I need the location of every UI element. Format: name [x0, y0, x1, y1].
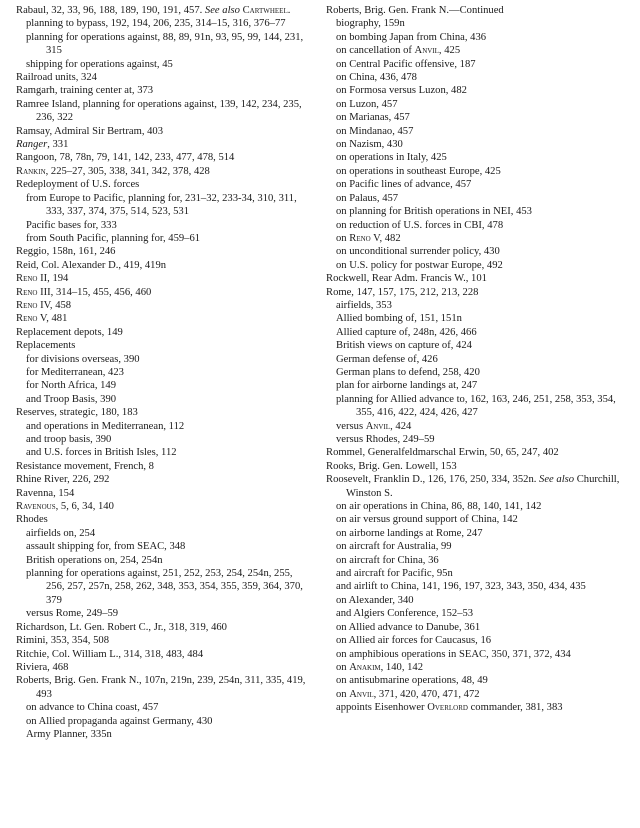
entry-text: Ritchie, Col. William L., 314, 318, 483, 484: [16, 648, 204, 660]
entry-text: planning to bypass, 192, 194, 206, 235, 314–15, 316, 376–77: [26, 18, 286, 30]
entry-text: planning for operations against, 251, 252, 253, 254, 254n, 255, 256, 257, 257n, 258, 262, 348, 353, 354, 355, 359, 364, 370, 379: [26, 568, 303, 606]
index-entry: [16, 84, 312, 97]
code-name-term: Ravenous: [16, 501, 56, 513]
index-subentry: [326, 44, 630, 57]
entry-text: .: [287, 5, 291, 16]
code-name-term: Reno: [349, 232, 371, 244]
index-subentry: [326, 17, 630, 30]
entry-text: Reggio, 158n, 161, 246: [16, 246, 116, 258]
entry-text: for Mediterranean, 423: [26, 366, 124, 378]
entry-text: and airlift to China, 141, 196, 197, 323, 343, 350, 434, 435: [336, 581, 586, 593]
entry-text: versus: [336, 420, 366, 432]
entry-text: on air operations in China, 86, 88, 140, 141, 142: [336, 501, 542, 513]
index-column-right: [326, 4, 630, 715]
entry-text: V, 481: [37, 313, 68, 325]
index-subentry: [326, 420, 630, 433]
index-subentry: [16, 728, 312, 741]
entry-text: Reserves, strategic, 180, 183: [16, 407, 138, 419]
entry-text: and troop basis, 390: [26, 434, 112, 445]
entry-text: biography, 159n: [336, 18, 405, 30]
code-name-term: Rankin: [16, 165, 46, 177]
index-subentry: [16, 393, 312, 406]
entry-text: on Luzon, 457: [336, 98, 398, 110]
index-subentry: [326, 339, 630, 352]
index-subentry: [326, 379, 630, 392]
index-entry: [16, 500, 312, 513]
italic-term: See also: [539, 474, 575, 486]
entry-text: and Algiers Conference, 152–53: [336, 608, 474, 620]
index-subentry: [16, 58, 312, 71]
entry-text: Riviera, 468: [16, 661, 69, 673]
index-entry: [16, 299, 312, 312]
index-entry: [16, 259, 312, 272]
entry-text: Richardson, Lt. Gen. Robert C., Jr., 318, 319, 460: [16, 621, 227, 633]
index-entry: [326, 272, 630, 285]
entry-text: Pacific bases for, 333: [26, 219, 117, 231]
code-name-term: Reno: [16, 313, 38, 325]
entry-text: Army Planner, 335n: [26, 728, 112, 740]
index-subentry: [326, 500, 630, 513]
index-subentry: [16, 31, 312, 58]
entry-text: planning for operations against, 88, 89, 91n, 93, 95, 99, 144, 231, 315: [26, 31, 304, 57]
entry-text: Replacements: [16, 340, 76, 352]
entry-text: Rhine River, 226, 292: [16, 474, 110, 486]
entry-text: on antisubmarine operations, 48, 49: [336, 675, 488, 687]
entry-text: on Alexander, 340: [336, 594, 414, 606]
entry-text: III, 314–15, 455, 456, 460: [37, 286, 152, 298]
entry-text: on Pacific lines of advance, 457: [336, 179, 472, 191]
index-entry: [16, 473, 312, 486]
entry-text: on reduction of U.S. forces in CBI, 478: [336, 219, 504, 231]
index-subentry: [326, 513, 630, 526]
index-subentry: [326, 125, 630, 138]
italic-term: See also: [204, 5, 240, 16]
index-subentry: [16, 567, 312, 607]
index-subentry: [16, 554, 312, 567]
index-entry: [16, 648, 312, 661]
index-subentry: [326, 71, 630, 84]
index-subentry: [326, 192, 630, 205]
index-subentry: [326, 701, 630, 714]
index-entry: [16, 674, 312, 701]
entry-text: on operations in southeast Europe, 425: [336, 165, 501, 177]
index-subentry: [326, 326, 630, 339]
index-entry: [326, 4, 630, 17]
index-entry: [16, 71, 312, 84]
index-entry: [16, 312, 312, 325]
entry-text: and operations in Mediterranean, 112: [26, 420, 185, 432]
entry-text: IV, 458: [37, 299, 72, 311]
index-subentry: [326, 353, 630, 366]
entry-text: Rangoon, 78, 78n, 79, 141, 142, 233, 477, 478, 514: [16, 152, 235, 164]
index-subentry: [16, 607, 312, 620]
index-subentry: [326, 98, 630, 111]
entry-text: on planning for British operations in NEI, 453: [336, 206, 532, 218]
index-subentry: [326, 688, 630, 701]
entry-text: on Allied advance to Danube, 361: [336, 621, 481, 633]
index-entry: [326, 286, 630, 299]
entry-text: on: [336, 688, 350, 700]
entry-text: appoints Eisenhower: [336, 702, 428, 714]
index-subentry: [326, 312, 630, 325]
index-column-left: [16, 4, 312, 741]
index-entry: [16, 406, 312, 419]
entry-text: Ramgarh, training center at, 373: [16, 85, 154, 97]
entry-text: Reid, Col. Alexander D., 419, 419n: [16, 259, 167, 271]
index-subentry: [326, 634, 630, 647]
code-name-term: Reno: [16, 273, 38, 285]
code-name-term: Overlord: [427, 702, 468, 714]
entry-text: Rooks, Brig. Gen. Lowell, 153: [326, 460, 457, 472]
entry-text: on unconditional surrender policy, 430: [336, 246, 500, 258]
entry-text: Rimini, 353, 354, 508: [16, 635, 109, 647]
entry-text: commander, 381, 383: [467, 702, 563, 714]
entry-text: on U.S. policy for postwar Europe, 492: [336, 259, 503, 271]
index-subentry: [326, 674, 630, 687]
index-subentry: [16, 701, 312, 714]
entry-text: on Formosa versus Luzon, 482: [336, 85, 467, 97]
entry-text: British operations on, 254, 254n: [26, 554, 163, 566]
entry-text: Allied capture of, 248n, 426, 466: [336, 326, 477, 338]
index-subentry: [16, 420, 312, 433]
entry-text: on Marianas, 457: [336, 112, 410, 124]
entry-text: on operations in Italy, 425: [336, 152, 447, 164]
index-subentry: [16, 192, 312, 219]
code-name-term: Anvil: [365, 420, 391, 432]
entry-text: Redeployment of U.S. forces: [16, 179, 140, 191]
index-entry: [16, 98, 312, 125]
entry-text: on: [336, 661, 350, 673]
entry-text: Allied bombing of, 151, 151n: [336, 313, 462, 325]
entry-text: on Mindanao, 457: [336, 125, 414, 137]
entry-text: British views on capture of, 424: [336, 340, 472, 352]
entry-text: V, 482: [370, 232, 401, 244]
entry-text: on cancellation of: [336, 45, 415, 57]
entry-text: shipping for operations against, 45: [26, 58, 173, 70]
entry-text: on airborne landings at Rome, 247: [336, 527, 483, 539]
index-subentry: [326, 366, 630, 379]
entry-text: , 424: [390, 420, 412, 432]
index-subentry: [326, 245, 630, 258]
index-subentry: [16, 232, 312, 245]
index-subentry: [326, 219, 630, 232]
entry-text: Rabaul, 32, 33, 96, 188, 189, 190, 191, 457.: [16, 5, 205, 16]
entry-text: for North Africa, 149: [26, 380, 117, 392]
index-entry: [16, 125, 312, 138]
entry-text: assault shipping for, from SEAC, 348: [26, 541, 186, 553]
entry-text: Resistance movement, French, 8: [16, 460, 154, 472]
index-subentry: [326, 232, 630, 245]
entry-text: from South Pacific, planning for, 459–61: [26, 232, 201, 244]
index-subentry: [16, 540, 312, 553]
index-subentry: [16, 366, 312, 379]
index-subentry: [16, 379, 312, 392]
index-subentry: [16, 219, 312, 232]
index-entry: [16, 634, 312, 647]
index-subentry: [326, 594, 630, 607]
index-subentry: [326, 393, 630, 420]
entry-text: versus Rhodes, 249–59: [336, 434, 435, 445]
index-subentry: [326, 84, 630, 97]
index-entry: [16, 245, 312, 258]
entry-text: and Troop Basis, 390: [26, 393, 117, 405]
index-subentry: [16, 17, 312, 30]
index-subentry: [326, 433, 630, 446]
entry-text: versus Rome, 249–59: [26, 608, 119, 620]
entry-text: on bombing Japan from China, 436: [336, 31, 487, 43]
entry-text: airfields, 353: [336, 299, 392, 311]
index-entry: [16, 178, 312, 191]
entry-text: Rhodes: [16, 514, 48, 526]
entry-text: Railroad units, 324: [16, 72, 97, 84]
entry-text: Replacement depots, 149: [16, 326, 123, 338]
index-subentry: [326, 299, 630, 312]
entry-text: , 331: [47, 139, 69, 151]
index-entry: [16, 326, 312, 339]
entry-text: on advance to China coast, 457: [26, 702, 159, 714]
entry-text: , 225–27, 305, 338, 341, 342, 378, 428: [45, 165, 210, 177]
index-subentry: [326, 540, 630, 553]
index-entry: [16, 138, 312, 151]
index-entry: [16, 286, 312, 299]
italic-term: Ranger: [16, 139, 48, 151]
entry-text: Churchill, Winston S.: [346, 474, 620, 499]
index-subentry: [16, 353, 312, 366]
code-name-term: Reno: [16, 299, 38, 311]
index-subentry: [326, 205, 630, 218]
index-subentry: [16, 433, 312, 446]
entry-text: from Europe to Pacific, planning for, 231–32, 233-34, 310, 311, 333, 337, 374, 375, 514, 523, 531: [26, 192, 297, 218]
code-name-term: Cartwheel: [242, 5, 288, 16]
index-subentry: [326, 648, 630, 661]
entry-text: on Central Pacific offensive, 187: [336, 58, 476, 70]
code-name-term: Anvil: [349, 688, 374, 700]
entry-text: on aircraft for Australia, 99: [336, 541, 452, 553]
entry-text: on amphibious operations in SEAC, 350, 371, 372, 434: [336, 648, 571, 660]
code-name-term: Anvil: [414, 45, 439, 57]
entry-text: Ravenna, 154: [16, 487, 75, 499]
index-subentry: [16, 527, 312, 540]
index-entry: [326, 460, 630, 473]
entry-text: and aircraft for Pacific, 95n: [336, 568, 453, 580]
index-subentry: [326, 567, 630, 580]
index-entry: [16, 165, 312, 178]
entry-text: , 140, 142: [380, 661, 423, 673]
entry-text: , 371, 420, 470, 471, 472: [373, 688, 480, 700]
entry-text: for divisions overseas, 390: [26, 353, 140, 365]
entry-text: Rommel, Generalfeldmarschal Erwin, 50, 65, 247, 402: [326, 447, 559, 459]
entry-text: on Palaus, 457: [336, 192, 399, 204]
index-subentry: [326, 58, 630, 71]
code-name-term: Reno: [16, 286, 38, 298]
index-entry: [16, 339, 312, 352]
entry-text: plan for airborne landings at, 247: [336, 380, 478, 392]
entry-text: on air versus ground support of China, 142: [336, 514, 518, 526]
entry-text: Roberts, Brig. Gen. Frank N.—Continued: [326, 5, 504, 16]
index-entry: [326, 446, 630, 459]
index-subentry: [326, 259, 630, 272]
entry-text: Ramsay, Admiral Sir Bertram, 403: [16, 125, 164, 137]
index-subentry: [326, 607, 630, 620]
index-subentry: [326, 151, 630, 164]
index-entry: [16, 460, 312, 473]
entry-text: , 5, 6, 34, 140: [55, 501, 114, 513]
index-subentry: [326, 31, 630, 44]
index-subentry: [326, 621, 630, 634]
entry-text: on: [336, 232, 350, 244]
entry-text: airfields on, 254: [26, 527, 96, 539]
index-entry: [16, 4, 312, 17]
entry-text: on Allied air forces for Caucasus, 16: [336, 635, 492, 647]
entry-text: , 425: [438, 45, 461, 57]
entry-text: on Nazism, 430: [336, 139, 403, 151]
index-subentry: [326, 661, 630, 674]
index-subentry: [16, 715, 312, 728]
index-subentry: [326, 178, 630, 191]
entry-text: planning for Allied advance to, 162, 163, 246, 251, 258, 353, 354, 355, 416, 422, 424, 426, 427: [336, 393, 616, 419]
index-subentry: [326, 580, 630, 593]
entry-text: on Allied propaganda against Germany, 430: [26, 715, 213, 727]
entry-text: on aircraft for China, 36: [336, 554, 439, 566]
entry-text: Rockwell, Rear Adm. Francis W., 101: [326, 273, 487, 285]
index-subentry: [326, 138, 630, 151]
entry-text: on China, 436, 478: [336, 72, 417, 84]
index-entry: [16, 487, 312, 500]
entry-text: and U.S. forces in British Isles, 112: [26, 447, 177, 459]
index-entry: [16, 661, 312, 674]
index-subentry: [326, 527, 630, 540]
entry-text: Ramree Island, planning for operations against, 139, 142, 234, 235, 236, 322: [16, 98, 302, 124]
index-entry: [16, 272, 312, 285]
entry-text: Roberts, Brig. Gen. Frank N., 107n, 219n, 239, 254n, 311, 335, 419, 493: [16, 675, 306, 700]
index-subentry: [326, 554, 630, 567]
entry-text: German defense of, 426: [336, 353, 438, 365]
index-subentry: [326, 111, 630, 124]
code-name-term: Anakim: [349, 661, 381, 673]
index-entry: [16, 513, 312, 526]
entry-text: German plans to defend, 258, 420: [336, 366, 480, 378]
entry-text: Roosevelt, Franklin D., 126, 176, 250, 334, 352n.: [326, 474, 540, 486]
entry-text: II, 194: [37, 273, 69, 285]
index-entry: [16, 151, 312, 164]
index-subentry: [326, 165, 630, 178]
index-entry: [326, 473, 630, 500]
index-entry: [16, 621, 312, 634]
entry-text: Rome, 147, 157, 175, 212, 213, 228: [326, 286, 479, 298]
index-subentry: [16, 446, 312, 459]
